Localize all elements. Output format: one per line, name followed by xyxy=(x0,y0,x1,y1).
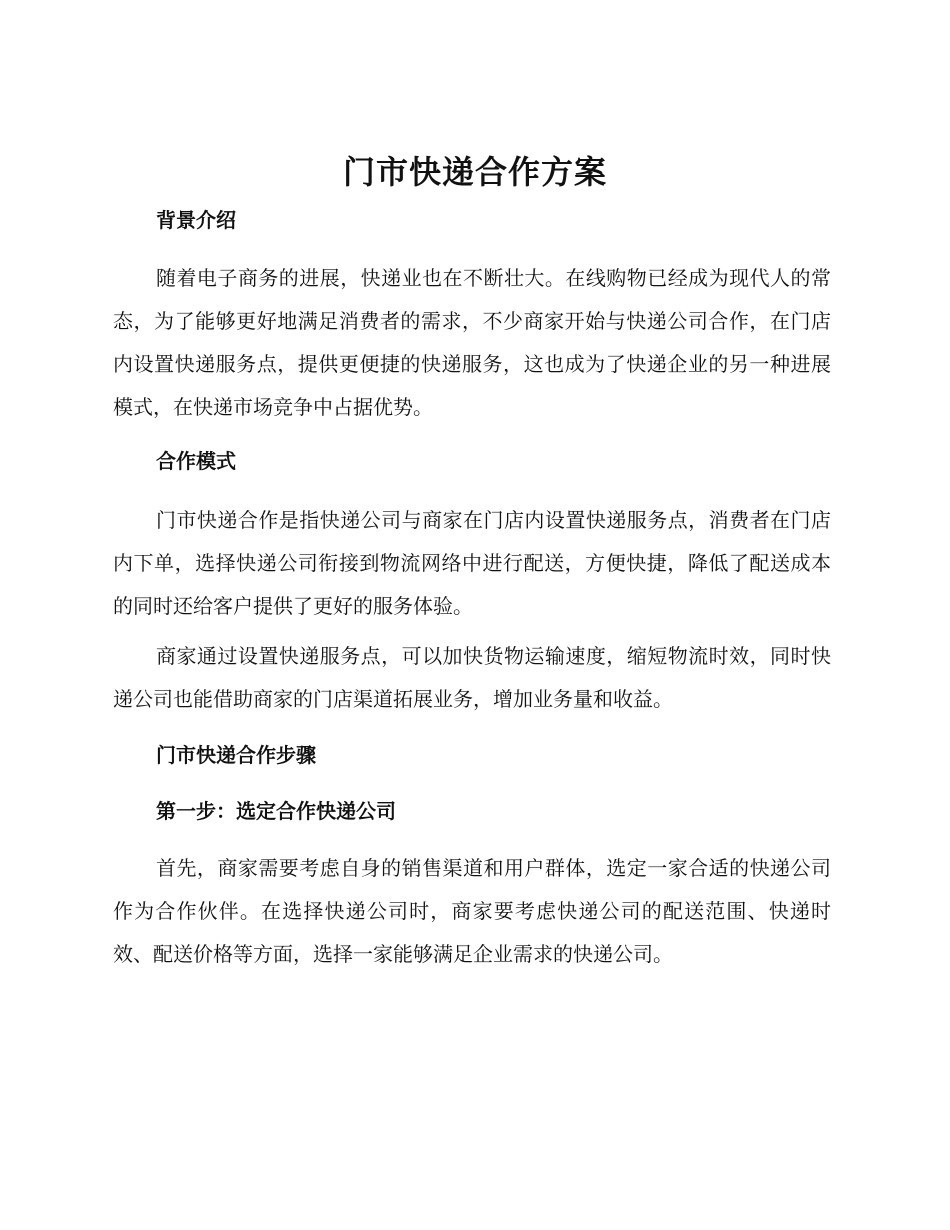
paragraph-cooperation-mode: 门市快递合作是指快递公司与商家在门店内设置快递服务点，消费者在门店内下单，选择快递公司衔接到物流网络中进行配送，方便快捷，降低了配送成本的同时还给客户提供了更好的服务体验。 xyxy=(113,508,831,618)
paragraph-step-one: 首先，商家需要考虑自身的销售渠道和用户群体，选定一家合适的快递公司作为合作伙伴。在选择快递公司时，商家要考虑快递公司的配送范围、快递时效、配送价格等方面，选择一家能够满足企业需求的快递公司。 xyxy=(113,856,831,966)
section-heading-cooperation-mode: 合作模式 xyxy=(156,449,236,473)
section-heading-cooperation-steps: 门市快递合作步骤 xyxy=(156,743,316,767)
section-heading-step-one: 第一步：选定合作快递公司 xyxy=(156,799,396,823)
document-title: 门市快递合作方案 xyxy=(342,153,607,191)
paragraph-merchant-benefits: 商家通过设置快递服务点，可以加快货物运输速度，缩短物流时效，同时快递公司也能借助商家的门店渠道拓展业务，增加业务量和收益。 xyxy=(113,644,831,711)
paragraph-background: 随着电子商务的进展，快递业也在不断壮大。在线购物已经成为现代人的常态，为了能够更好地满足消费者的需求，不少商家开始与快递公司合作，在门店内设置快递服务点，提供更便捷的快递服务，这也成为了快递企业的另一种进展模式，在快递市场竞争中占据优势。 xyxy=(113,266,831,419)
document-body xyxy=(113,200,831,976)
section-heading-background: 背景介绍 xyxy=(156,208,236,232)
